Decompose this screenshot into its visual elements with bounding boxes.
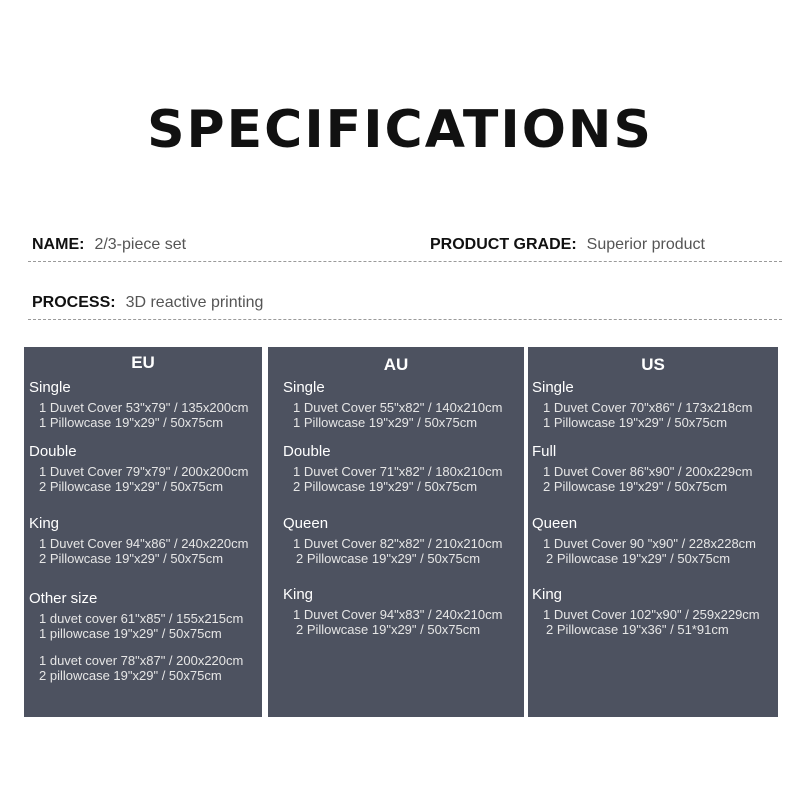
- size-name: Other size: [29, 590, 98, 607]
- size-line: 2 pillowcase 19"x29" / 50x75cm: [39, 668, 222, 683]
- name-label: NAME:: [32, 236, 85, 253]
- size-line: 2 Pillowcase 19"x29" / 50x75cm: [293, 479, 478, 494]
- size-line: 1 Duvet Cover 90 "x90" / 228x228cm: [543, 536, 757, 551]
- size-line: 1 Duvet Cover 70"x86" / 173x218cm: [543, 400, 753, 415]
- size-name: King: [29, 515, 60, 532]
- size-line: 1 duvet cover 61"x85" / 155x215cm: [39, 611, 244, 626]
- size-line: 2 Pillowcase 19"x29" / 50x75cm: [39, 479, 224, 494]
- size-line: 2 Pillowcase 19"x29" / 50x75cm: [543, 479, 728, 494]
- panel-title-au: AU: [383, 355, 409, 374]
- size-name: Double: [29, 443, 77, 460]
- size-name: King: [283, 586, 314, 603]
- au-size-panel: [268, 347, 524, 717]
- size-line: 1 Duvet Cover 102"x90" / 259x229cm: [543, 607, 760, 622]
- size-line: 1 Duvet Cover 94"x83" / 240x210cm: [293, 607, 503, 622]
- size-name: Queen: [283, 515, 329, 532]
- size-line: 2 Pillowcase 19"x36" / 51*91cm: [546, 622, 729, 637]
- process-field: [32, 294, 263, 312]
- size-name: Double: [283, 443, 331, 460]
- size-name: Queen: [532, 515, 578, 532]
- grade-label: PRODUCT GRADE:: [430, 236, 577, 253]
- size-name: Single: [29, 379, 71, 396]
- size-line: 1 Duvet Cover 55"x82" / 140x210cm: [293, 400, 503, 415]
- size-name: King: [532, 586, 563, 603]
- us-size-panel: [528, 347, 778, 717]
- dashed-divider: [28, 319, 782, 320]
- size-line: 1 Pillowcase 19"x29" / 50x75cm: [293, 415, 478, 430]
- name-value: 2/3-piece set: [94, 236, 187, 253]
- size-line: 1 Pillowcase 19"x29" / 50x75cm: [39, 415, 224, 430]
- size-line: 2 Pillowcase 19"x29" / 50x75cm: [39, 551, 224, 566]
- size-line: 1 Duvet Cover 53"x79" / 135x200cm: [39, 400, 249, 415]
- name-field: [32, 236, 186, 254]
- size-name: Single: [283, 379, 325, 396]
- size-line: 1 Duvet Cover 71"x82" / 180x210cm: [293, 464, 503, 479]
- process-value: 3D reactive printing: [125, 294, 264, 311]
- eu-size-panel: [24, 347, 262, 717]
- size-line: 1 Duvet Cover 82"x82" / 210x210cm: [293, 536, 503, 551]
- size-line: 1 duvet cover 78"x87" / 200x220cm: [39, 653, 244, 668]
- size-name: Full: [532, 443, 557, 460]
- grade-field: [430, 236, 705, 254]
- panel-title-us: US: [641, 355, 665, 374]
- size-line: 2 Pillowcase 19"x29" / 50x75cm: [296, 622, 481, 637]
- size-line: 1 Pillowcase 19"x29" / 50x75cm: [543, 415, 728, 430]
- process-label: PROCESS:: [32, 294, 116, 311]
- size-line: 2 Pillowcase 19"x29" / 50x75cm: [296, 551, 481, 566]
- info-row-process: [28, 294, 782, 320]
- size-line: 1 Duvet Cover 94"x86" / 240x220cm: [39, 536, 249, 551]
- panel-title-eu: EU: [131, 353, 155, 372]
- size-line: 1 Duvet Cover 79"x79" / 200x200cm: [39, 464, 249, 479]
- size-line: 2 Pillowcase 19"x29" / 50x75cm: [546, 551, 731, 566]
- grade-value: Superior product: [586, 236, 705, 253]
- size-line: 1 pillowcase 19"x29" / 50x75cm: [39, 626, 222, 641]
- info-row-name-grade: [28, 236, 782, 262]
- size-line: 1 Duvet Cover 86"x90" / 200x229cm: [543, 464, 753, 479]
- dashed-divider: [28, 261, 782, 262]
- size-name: Single: [532, 379, 574, 396]
- page-title: SPECIFICATIONS: [147, 100, 653, 160]
